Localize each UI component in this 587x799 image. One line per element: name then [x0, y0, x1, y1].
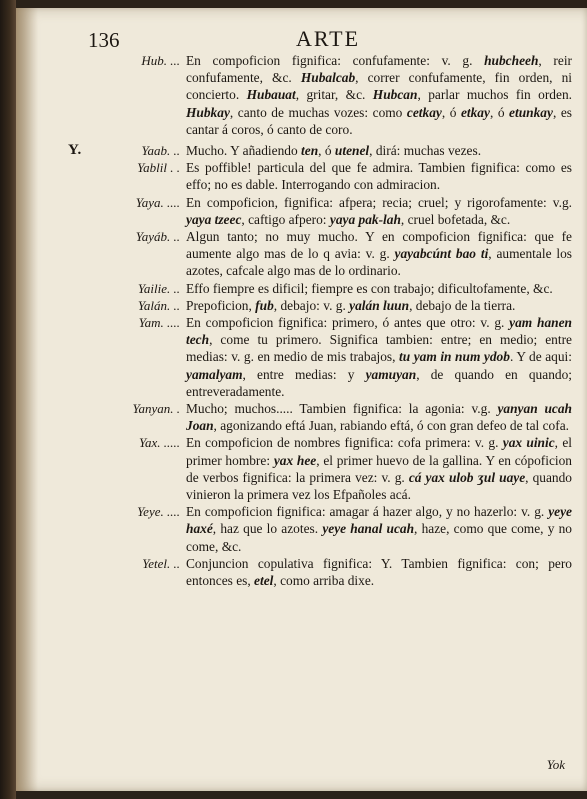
entry-lemma	[86, 400, 186, 417]
entry-definition	[186, 314, 572, 400]
definition-text: Mucho; muchos..... Tambien fignifica: la agonia: v.g.	[186, 401, 498, 417]
catchword: Yok	[546, 757, 565, 772]
mayan-term: yeye haxé	[186, 504, 572, 537]
definition-text: , canto de muchas vozes: como	[229, 104, 407, 120]
lemma-text: Yanyan. .	[132, 401, 180, 417]
mayan-term: yamalyam	[186, 366, 243, 382]
dictionary-entry	[86, 194, 572, 228]
definition-text: , ó	[318, 143, 335, 159]
mayan-term: yax hee	[273, 452, 317, 468]
definition-text: , reir confufamente, &c.	[186, 53, 573, 86]
definition-text: En compoficion de nombres fignifica: cofa primera: v. g.	[186, 435, 503, 451]
definition-text: , gritar, &c.	[295, 87, 373, 103]
definition-text: , entre medias: y	[242, 366, 366, 382]
dictionary-entry	[86, 52, 572, 138]
definition-text: , como arriba dixe.	[273, 573, 375, 589]
definition-text: , caftigo afpero:	[241, 211, 330, 227]
mayan-term: Hubalcab	[300, 70, 356, 86]
lemma-text: Yalán. ..	[137, 297, 180, 313]
dictionary-entry	[86, 314, 572, 400]
definition-text: , ó	[489, 104, 510, 120]
book-binding	[0, 0, 16, 799]
definition-text: Es poffible! particula del que fe admira. Tambien fignifica: como es effo; no es dable. Interrogando con admiracion.	[186, 160, 572, 193]
dictionary-entry	[86, 503, 572, 555]
definition-text: , ó	[441, 104, 461, 120]
mayan-term: yax uinic	[502, 435, 555, 451]
mayan-term: yaya tzeec	[186, 211, 242, 227]
mayan-term: hubcheeh	[484, 53, 539, 68]
definition-text: , come tu primero. Significa tambien: entre; en medio; entre medias: v. g. en medio de mis trabajos,	[186, 332, 572, 365]
entry-lemma	[86, 314, 186, 331]
dictionary-entry	[86, 434, 572, 503]
page	[16, 8, 587, 791]
entry-lemma	[86, 52, 186, 69]
mayan-term: Hubauat	[246, 87, 296, 103]
entry-lemma	[86, 280, 186, 297]
definition-text: , agonizando eftá Juan, rabiando eftá, ó con gran defeo de tal cofa.	[213, 418, 569, 434]
entry-definition	[186, 52, 572, 138]
mayan-term: yamuyan	[365, 366, 417, 382]
mayan-term: yeye hanal ucah	[322, 521, 415, 537]
definition-text: Mucho. Y añadiendo	[186, 143, 302, 159]
mayan-term: yanyan ucah Joan	[186, 401, 572, 434]
mayan-term: tu yam in num ydob	[399, 349, 510, 365]
mayan-term: Hubkay	[186, 104, 230, 120]
entry-definition	[186, 555, 572, 589]
definition-text: , el primer huevo de la gallina. Y en cópoficion de verbos fignifica: la primera vez: v. g.	[186, 452, 572, 485]
lemma-text: Yetel. ..	[142, 555, 180, 571]
lemma-text: Yeye. ....	[137, 504, 180, 520]
lemma-text: Yayáb. ..	[135, 229, 180, 245]
entry-definition	[186, 228, 572, 280]
definition-text: Effo fiempre es dificil; fiempre es con trabajo; dificultofamente, &c.	[186, 280, 553, 296]
definition-text: , cruel bofetada, &c.	[400, 211, 511, 227]
definition-text: Conjuncion copulativa fignifica: Y. Tambien fignifica: con; pero entonces es,	[186, 555, 572, 589]
dictionary-entry	[86, 228, 572, 280]
entry-definition	[186, 142, 572, 159]
dictionary-entries	[68, 52, 573, 589]
entry-definition	[186, 400, 572, 434]
mayan-term: ten	[301, 143, 319, 159]
definition-text: , correr confufamente, fin orden, ni concierto.	[186, 70, 572, 103]
mayan-term: etunkay	[509, 104, 553, 120]
entry-definition	[186, 159, 572, 193]
dictionary-entry	[68, 142, 572, 159]
mayan-term: yaya pak-lah	[329, 211, 401, 227]
entry-lemma	[68, 142, 186, 159]
page-number: 136	[88, 28, 120, 52]
lemma-text: Yailie. ..	[137, 280, 180, 296]
mayan-term: fub	[255, 297, 274, 313]
mayan-term: yalán luun	[349, 297, 410, 313]
mayan-term: utenel	[334, 143, 370, 159]
definition-text: , haz que lo azotes.	[212, 521, 323, 537]
lemma-text: Yaab. ..	[141, 143, 180, 159]
mayan-term: cá yax ulob ʒul uaye	[408, 469, 526, 485]
mayan-term: Hubcan	[372, 87, 418, 103]
mayan-term: etel	[254, 573, 274, 589]
entry-definition	[186, 434, 572, 503]
entry-lemma	[86, 159, 186, 176]
definition-text: En compoficion fignifica: amagar á hazer algo, y no hazerlo: v. g.	[186, 504, 549, 520]
section-letter: Y.	[68, 142, 82, 159]
lemma-text: Yablil . .	[137, 160, 180, 176]
definition-text: Prepoficion,	[186, 297, 256, 313]
mayan-term: yayabcúnt bao ti	[394, 246, 489, 262]
running-title: ARTE	[295, 26, 361, 51]
definition-text: , debajo de la tierra.	[409, 297, 516, 313]
definition-text: , aumentale los azotes, cafcale algo mas de lo ordinario.	[186, 246, 572, 279]
mayan-term: cetkay	[406, 104, 442, 120]
entry-lemma	[86, 434, 186, 451]
definition-text: , parlar muchos fin orden.	[417, 87, 572, 103]
entry-definition	[186, 297, 572, 314]
entry-lemma	[86, 555, 186, 572]
dictionary-entry	[86, 280, 572, 297]
dictionary-entry	[86, 159, 572, 193]
entry-lemma	[86, 503, 186, 520]
definition-text: , el primer hombre:	[186, 435, 572, 468]
lemma-text: Yaya. ....	[135, 194, 180, 210]
entry-lemma	[86, 297, 186, 314]
dictionary-entry	[86, 400, 572, 434]
dictionary-entry	[86, 555, 572, 589]
lemma-text: Hub. ...	[141, 53, 180, 68]
definition-text: , dirá: muchas vezes.	[369, 143, 482, 159]
definition-text: , quando vinieron la primera vez los Efpañoles acá.	[186, 469, 572, 503]
definition-text: , es cantar á coros, ó canto de coro.	[186, 104, 572, 137]
entry-lemma	[86, 228, 186, 245]
mayan-term: yam hanen tech	[186, 315, 572, 348]
lemma-text: Yax. .....	[138, 435, 180, 451]
definition-text: , de quando en quando; entreveradamente.	[186, 366, 572, 399]
definition-text: . Y de aqui:	[509, 349, 572, 365]
definition-text: , haze, como que come, y no come, &c.	[186, 521, 573, 554]
entry-definition	[186, 194, 572, 228]
definition-text: En compoficion fignifica: primero, ó antes que otro: v. g.	[186, 315, 510, 331]
definition-text: En compoficion, fignifica: afpera; recia; cruel; y rigorofamente: v.g.	[186, 194, 572, 210]
entry-definition	[186, 503, 572, 555]
definition-text: Algun tanto; no muy mucho. Y en compoficion fignifica: que fe aumente algo mas de lo q avia: v. g.	[186, 229, 572, 262]
mayan-term: etkay	[460, 104, 490, 120]
entry-definition	[186, 280, 572, 297]
definition-text: En compoficion fignifica: confufamente: v. g.	[186, 53, 485, 68]
page-gutter-shadow	[16, 8, 38, 791]
entry-lemma	[86, 194, 186, 211]
lemma-text: Yam. ....	[138, 315, 180, 331]
dictionary-entry	[86, 297, 572, 314]
definition-text: , debajo: v. g.	[273, 297, 350, 313]
